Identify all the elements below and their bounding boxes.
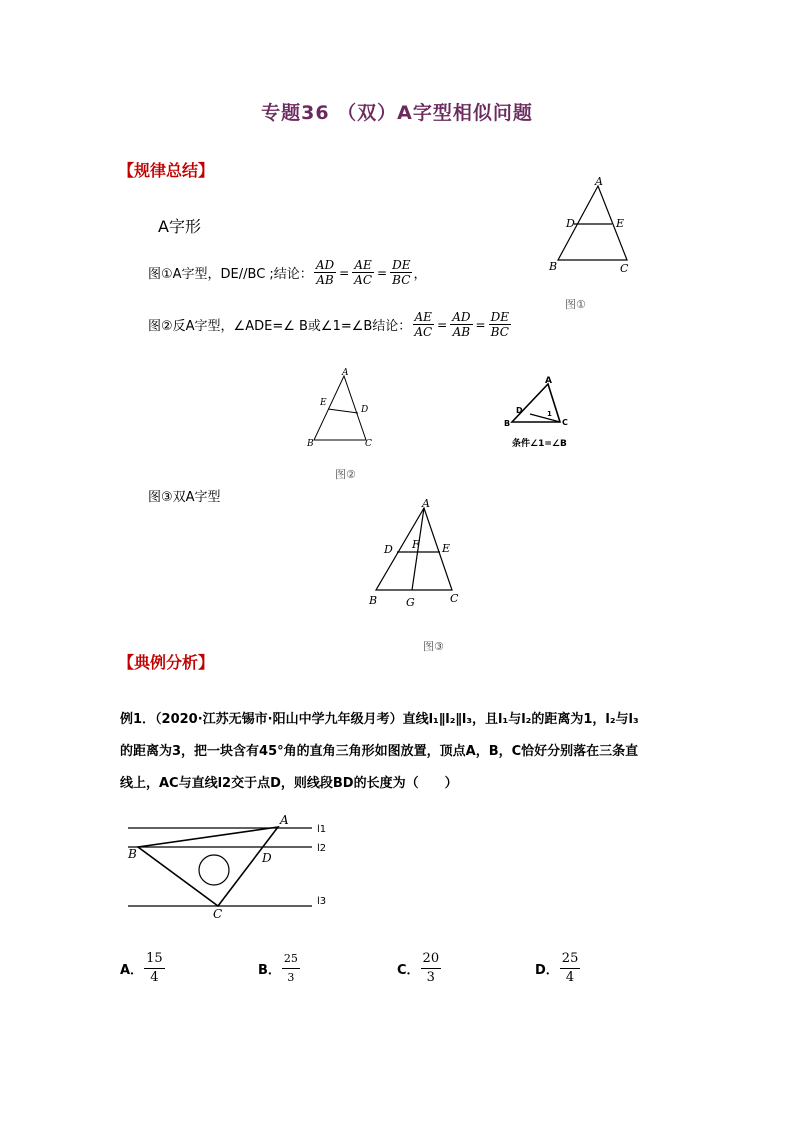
vertex-label: E <box>442 542 451 555</box>
example-1-question <box>120 704 680 800</box>
vertex-label: A <box>342 368 349 378</box>
line-label: l3 <box>317 896 327 907</box>
vertex-label: D <box>566 217 575 230</box>
figure-2b-diagram <box>500 374 580 434</box>
vertex-label: E <box>320 398 327 408</box>
vertex-label: E <box>616 217 625 230</box>
page-title: 专题36 （双）A字型相似问题 <box>261 102 533 124</box>
vertex-label: A <box>280 813 289 827</box>
vertex-label: D <box>262 851 272 865</box>
vertex-label: B <box>307 439 314 449</box>
vertex-label: C <box>450 592 459 605</box>
vertex-label: D <box>361 405 369 415</box>
option-c[interactable]: C． $\frac{20}{3}$ <box>397 951 440 985</box>
angle-label: 1 <box>547 410 552 418</box>
option-d[interactable]: D． $\frac{25}{4}$ <box>535 951 579 985</box>
fraction: $\frac{25}{3}$ <box>283 952 298 984</box>
vertex-label: B <box>128 847 137 861</box>
vertex-label: A <box>595 175 603 188</box>
condition-caption: 条件∠1=∠B <box>512 439 567 449</box>
line-label: l2 <box>317 843 327 854</box>
fig1-caption: 图① <box>565 298 586 311</box>
vertex-label: B <box>504 419 511 428</box>
fraction: $\frac{DE}{BC}$ <box>392 258 411 287</box>
fraction: $\frac{15}{4}$ <box>146 951 163 985</box>
vertex-label: D <box>516 406 523 415</box>
vertex-label: G <box>406 596 415 609</box>
line-label: l1 <box>317 824 327 835</box>
fig2-text: 图②反A字型，∠ADE=∠ B或∠1=∠B结论： <box>148 319 412 334</box>
vertex-label: D <box>384 543 393 556</box>
vertex-label: F <box>412 538 420 551</box>
section-heading-examples: 【典例分析】 <box>118 653 215 672</box>
vertex-label: C <box>562 418 568 427</box>
example-1-diagram <box>120 810 350 922</box>
vertex-label: C <box>620 262 629 274</box>
question-line: 线上，AC与直线l2交于点D，则线段BD的长度为（ ） <box>120 776 458 791</box>
option-a[interactable]: A． $\frac{15}{4}$ <box>120 951 163 985</box>
vertex-label: B <box>549 260 558 273</box>
fraction: $\frac{DE}{BC}$ <box>490 310 509 339</box>
fig1-text: 图①A字型，DE//BC ;结论： <box>148 267 313 282</box>
figure-2-diagram <box>300 368 390 452</box>
figure-3-diagram <box>362 496 472 612</box>
fraction: $\frac{AD}{AB}$ <box>315 258 335 287</box>
fraction: $\frac{AE}{AC}$ <box>354 258 373 287</box>
question-line: 的距离为3，把一块含有45°角的直角三角形如图放置，顶点A，B，C恰好分别落在三条直 <box>120 744 639 759</box>
fig2-caption: 图② <box>335 468 356 481</box>
fig3-caption: 图③ <box>423 640 444 653</box>
fig3-text: 图③双A字型 <box>148 490 221 505</box>
vertex-label: A <box>422 497 430 510</box>
figure-1-diagram <box>540 174 640 274</box>
fraction: $\frac{AE}{AC}$ <box>414 310 433 339</box>
question-line: 例1．（2020·江苏无锡市·阳山中学九年级月考）直线l₁∥l₂∥l₃，且l₁与l₂的距离为1，l₂与l₃ <box>120 712 639 727</box>
vertex-label: C <box>213 907 223 921</box>
fraction: $\frac{20}{3}$ <box>422 951 440 985</box>
section-heading-summary: 【规律总结】 <box>118 161 215 180</box>
fraction: $\frac{25}{4}$ <box>561 951 579 985</box>
fraction: $\frac{AD}{AB}$ <box>452 310 471 339</box>
vertex-label: B <box>369 594 378 607</box>
subtitle-a-shape: A字形 <box>158 217 201 236</box>
option-b[interactable]: B． $\frac{25}{3}$ <box>258 950 301 987</box>
fig1-conclusion: 图①A字型，DE//BC ;结论： $\frac{AD}{AB}$ = $\frac{AE}{AC}$ = $\frac{DE}{BC}$ ， <box>148 258 427 287</box>
vertex-label: C <box>365 439 372 449</box>
fig2-conclusion: 图②反A字型，∠ADE=∠ B或∠1=∠B结论： $\frac{AE}{AC}$ = $\frac{AD}{AB}$ = $\frac{DE}{BC}$ <box>148 310 509 339</box>
vertex-label: A <box>545 376 552 386</box>
